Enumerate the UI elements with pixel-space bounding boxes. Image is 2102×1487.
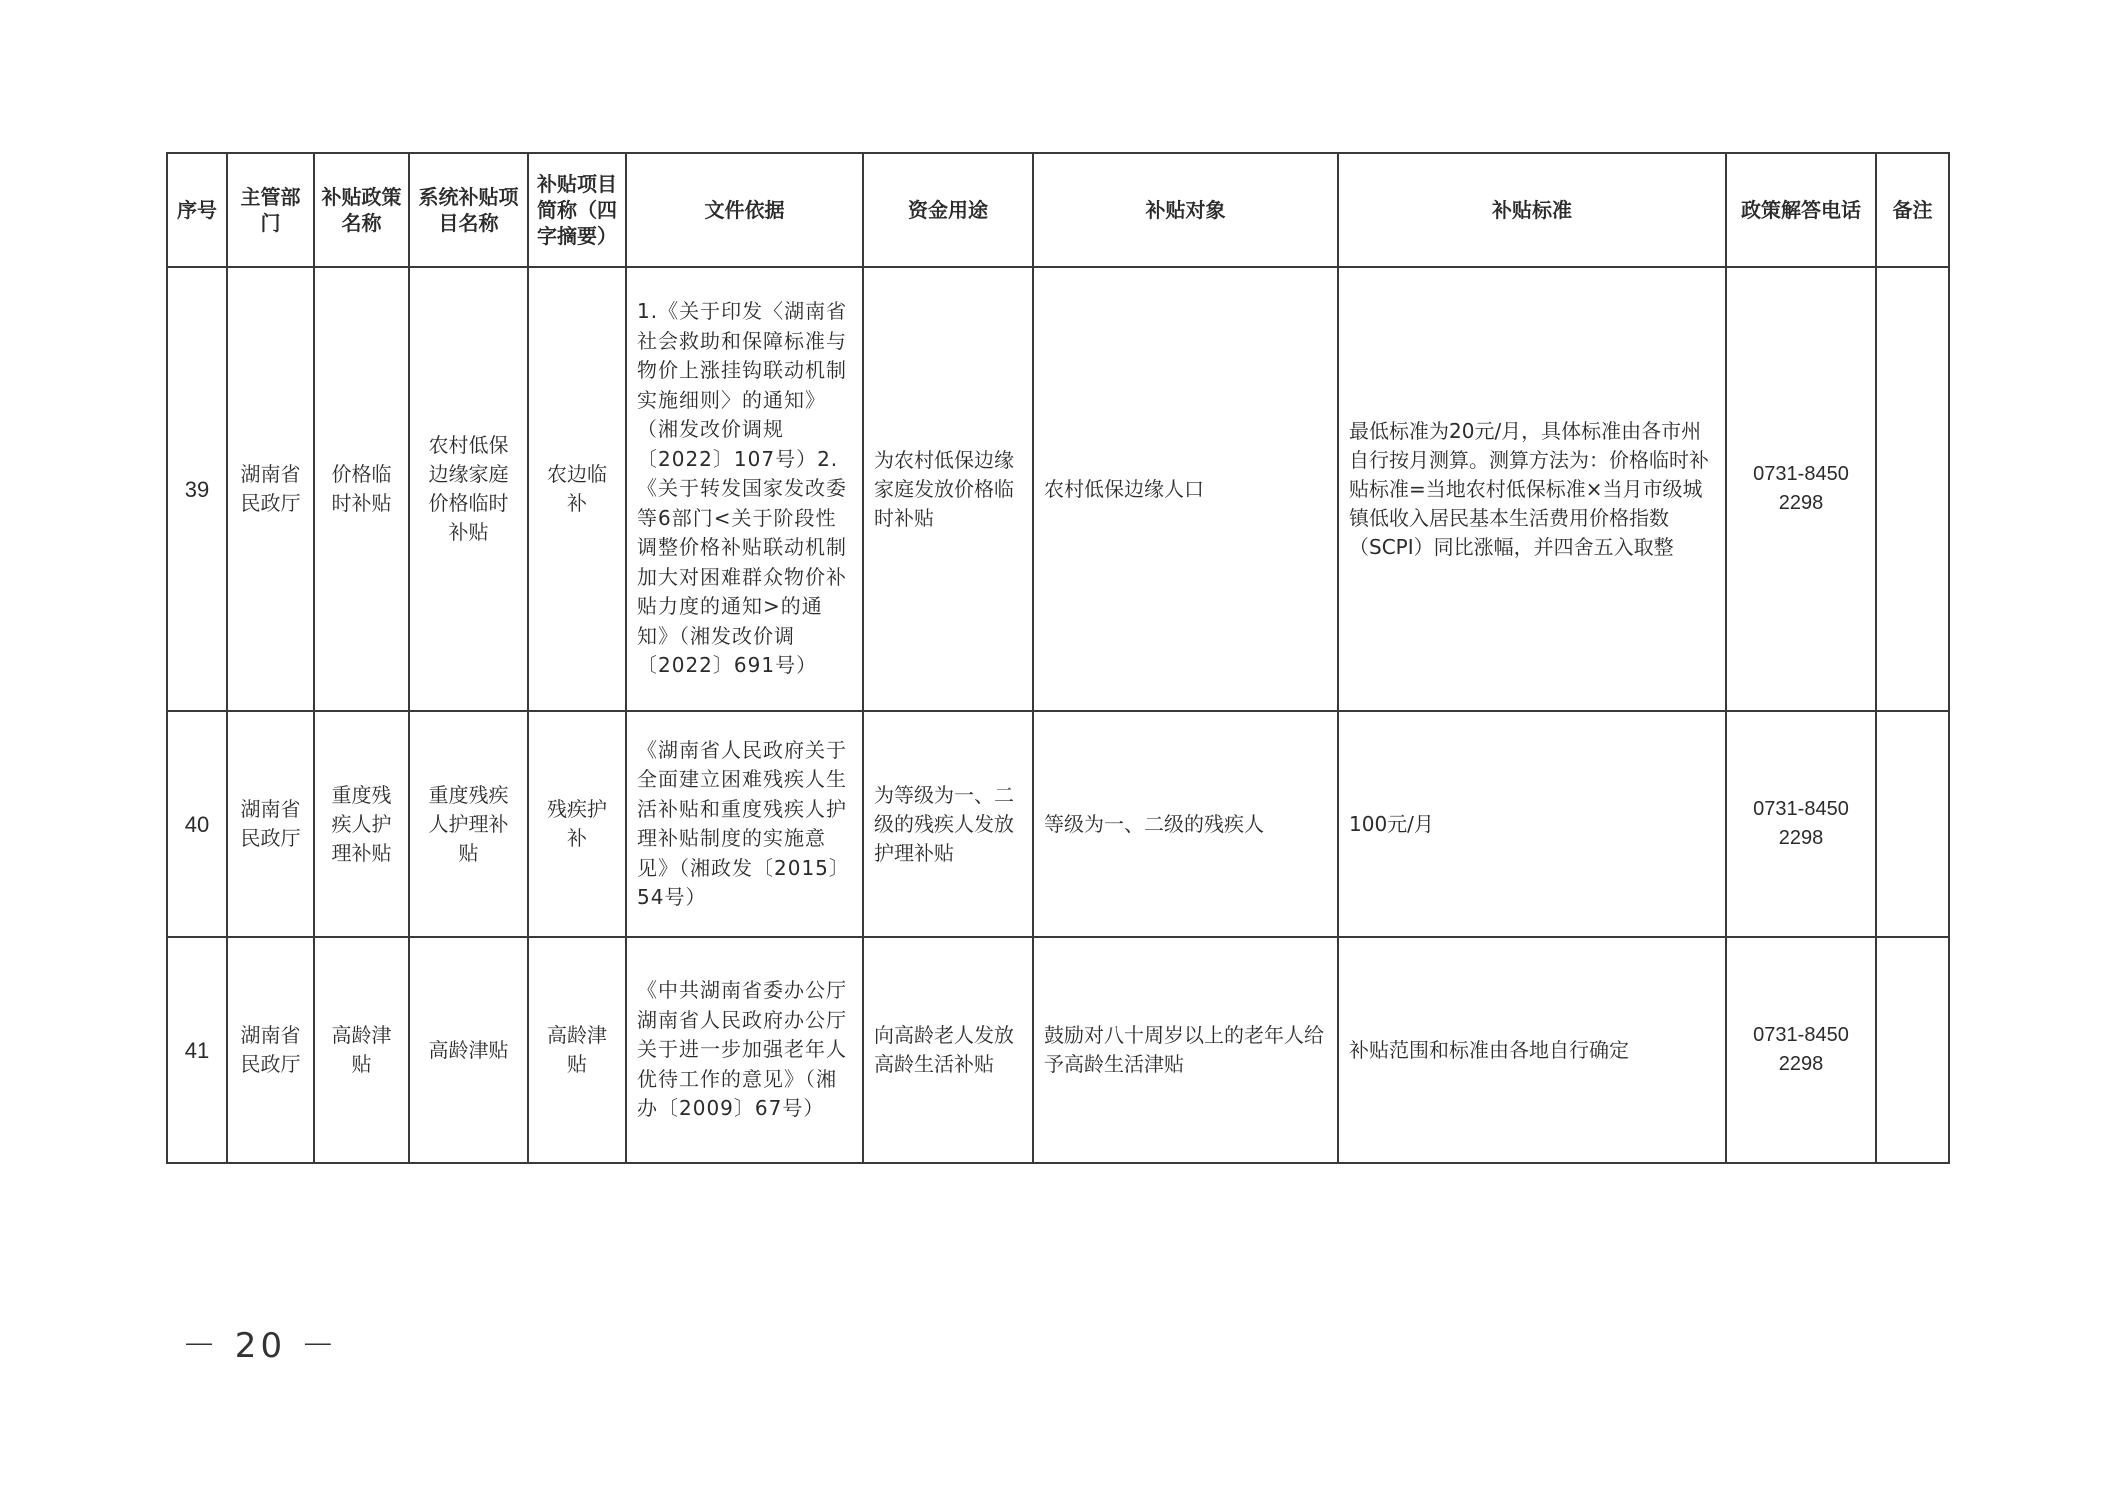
header-cell: 备注 bbox=[1876, 153, 1949, 267]
policy-name-cell: 价格临时补贴 bbox=[314, 267, 409, 711]
header-cell: 补贴标准 bbox=[1338, 153, 1726, 267]
note-cell bbox=[1876, 267, 1949, 711]
header-cell: 系统补贴项目名称 bbox=[409, 153, 528, 267]
subsidy-target-cell: 等级为一、二级的残疾人 bbox=[1033, 711, 1338, 937]
table-row bbox=[167, 267, 1949, 711]
phone-cell: 0731-8450 2298 bbox=[1726, 267, 1876, 711]
fund-use-cell: 为农村低保边缘家庭发放价格临时补贴 bbox=[863, 267, 1033, 711]
note-cell bbox=[1876, 937, 1949, 1163]
fund-use-cell: 向高龄老人发放高龄生活补贴 bbox=[863, 937, 1033, 1163]
table-row bbox=[167, 937, 1949, 1163]
system-item-cell: 高龄津贴 bbox=[409, 937, 528, 1163]
header-cell: 补贴政策名称 bbox=[314, 153, 409, 267]
document-basis-cell: 《湖南省人民政府关于全面建立困难残疾人生活补贴和重度残疾人护理补贴制度的实施意见》（湘政发〔2015〕54号） bbox=[626, 711, 863, 937]
header-cell: 补贴项目简称（四字摘要） bbox=[528, 153, 626, 267]
phone-cell: 0731-8450 2298 bbox=[1726, 711, 1876, 937]
subsidy-table bbox=[166, 152, 1950, 1164]
phone-cell: 0731-8450 2298 bbox=[1726, 937, 1876, 1163]
short-name-cell: 残疾护补 bbox=[528, 711, 626, 937]
fund-use-cell: 为等级为一、二级的残疾人发放护理补贴 bbox=[863, 711, 1033, 937]
short-name-cell: 农边临补 bbox=[528, 267, 626, 711]
subsidy-standard-cell: 100元/月 bbox=[1338, 711, 1726, 937]
system-item-cell: 重度残疾人护理补贴 bbox=[409, 711, 528, 937]
table-row bbox=[167, 711, 1949, 937]
subsidy-standard-cell: 补贴范围和标准由各地自行确定 bbox=[1338, 937, 1726, 1163]
header-cell: 补贴对象 bbox=[1033, 153, 1338, 267]
department-cell: 湖南省民政厅 bbox=[227, 937, 314, 1163]
subsidy-target-cell: 鼓励对八十周岁以上的老年人给予高龄生活津贴 bbox=[1033, 937, 1338, 1163]
department-cell: 湖南省民政厅 bbox=[227, 267, 314, 711]
policy-name-cell: 高龄津贴 bbox=[314, 937, 409, 1163]
note-cell bbox=[1876, 711, 1949, 937]
header-cell: 文件依据 bbox=[626, 153, 863, 267]
page-number: － 20 － bbox=[182, 1326, 339, 1366]
subsidy-standard-cell: 最低标准为20元/月，具体标准由各市州自行按月测算。测算方法为：价格临时补贴标准=当地农村低保标准×当月市级城镇低收入居民基本生活费用价格指数（SCPI）同比涨幅，并四舍五入取整 bbox=[1338, 267, 1726, 711]
table-header-row bbox=[167, 153, 1949, 267]
subsidy-target-cell: 农村低保边缘人口 bbox=[1033, 267, 1338, 711]
header-cell: 主管部门 bbox=[227, 153, 314, 267]
document-basis-cell: 《中共湖南省委办公厅 湖南省人民政府办公厅关于进一步加强老年人优待工作的意见》（湘办〔2009〕67号） bbox=[626, 937, 863, 1163]
header-cell: 政策解答电话 bbox=[1726, 153, 1876, 267]
header-cell: 序号 bbox=[167, 153, 227, 267]
policy-name-cell: 重度残疾人护理补贴 bbox=[314, 711, 409, 937]
row-number: 39 bbox=[167, 267, 227, 711]
short-name-cell: 高龄津贴 bbox=[528, 937, 626, 1163]
row-number: 41 bbox=[167, 937, 227, 1163]
document-basis-cell: 1.《关于印发〈湖南省社会救助和保障标准与物价上涨挂钩联动机制实施细则〉的通知》（湘发改价调规〔2022〕107号）2.《关于转发国家发改委等6部门<关于阶段性调整价格补贴联动机制加大对困难群众物价补贴力度的通知>的通知》（湘发改价调〔2022〕691号） bbox=[626, 267, 863, 711]
department-cell: 湖南省民政厅 bbox=[227, 711, 314, 937]
row-number: 40 bbox=[167, 711, 227, 937]
header-cell: 资金用途 bbox=[863, 153, 1033, 267]
system-item-cell: 农村低保边缘家庭价格临时补贴 bbox=[409, 267, 528, 711]
